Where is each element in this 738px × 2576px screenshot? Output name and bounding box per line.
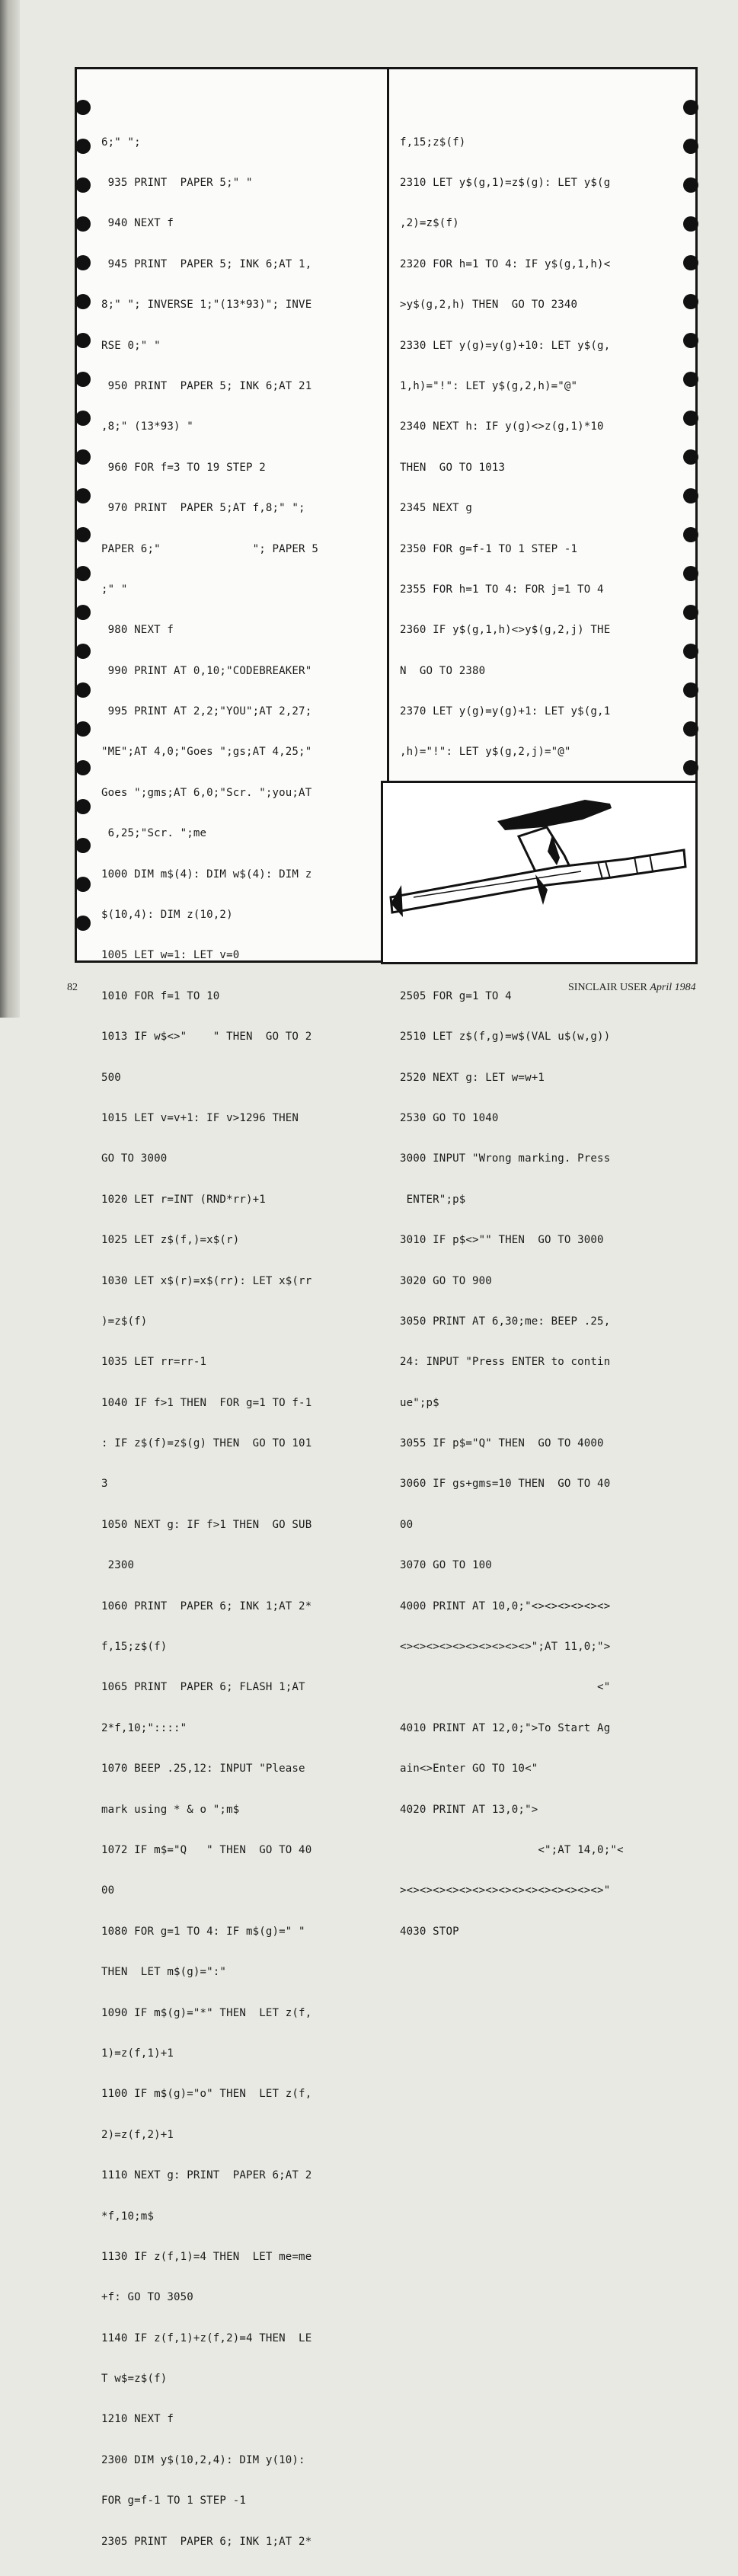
code-line: 2310 LET y$(g,1)=z$(g): LET y$(g	[400, 176, 611, 189]
code-line: 2505 FOR g=1 TO 4	[400, 989, 512, 1002]
code-line: 980 NEXT f	[101, 624, 174, 637]
code-line: 1)=z(f,1)+1	[101, 2047, 174, 2060]
code-line: 990 PRINT AT 0,10;"CODEBREAKER"	[101, 664, 312, 677]
code-line: GO TO 3000	[101, 1152, 168, 1165]
sprocket-hole	[75, 838, 91, 853]
code-line: 1072 IF m$="Q " THEN GO TO 40	[101, 1844, 312, 1856]
sprocket-hole	[75, 566, 91, 581]
code-line: 995 PRINT AT 2,2;"YOU";AT 2,27;	[101, 705, 312, 718]
sprocket-hole	[75, 877, 91, 892]
code-line: 1050 NEXT g: IF f>1 THEN GO SUB	[101, 1518, 312, 1531]
code-line: <";AT 14,0;"<	[400, 1844, 624, 1856]
code-line: 935 PRINT PAPER 5;" "	[101, 176, 253, 189]
code-line: RSE 0;" "	[101, 339, 161, 352]
code-line: 1020 LET r=INT (RND*rr)+1	[101, 1193, 266, 1206]
sprocket-hole	[683, 449, 698, 465]
code-line: 1010 FOR f=1 TO 10	[101, 989, 220, 1002]
page-binding-edge	[0, 0, 20, 1018]
code-line: 2355 FOR h=1 TO 4: FOR j=1 TO 4	[400, 583, 604, 596]
code-line: 970 PRINT PAPER 5;AT f,8;" ";	[101, 502, 305, 515]
code-line: THEN LET m$(g)=":"	[101, 1966, 227, 1979]
issue-date: April 1984	[650, 982, 696, 993]
code-line: 1210 NEXT f	[101, 2413, 174, 2426]
code-line: 1110 NEXT g: PRINT PAPER 6;AT 2	[101, 2169, 312, 2182]
code-line: 1015 LET v=v+1: IF v>1296 THEN	[101, 1111, 299, 1124]
code-line: 940 NEXT f	[101, 217, 174, 230]
code-line: 1005 LET w=1: LET v=0	[101, 949, 240, 962]
code-line: 1060 PRINT PAPER 6; INK 1;AT 2*	[101, 1600, 312, 1612]
code-line: 8;" "; INVERSE 1;"(13*93)"; INVE	[101, 299, 312, 312]
code-line: 00	[400, 1518, 414, 1531]
sprocket-hole	[75, 799, 91, 814]
code-line: 3020 GO TO 900	[400, 1274, 492, 1287]
sprocket-hole	[75, 100, 91, 115]
sprocket-hole	[683, 721, 698, 737]
code-line: 6,25;"Scr. ";me	[101, 827, 207, 840]
code-line: 3010 IF p$<>"" THEN GO TO 3000	[400, 1234, 604, 1247]
sprocket-hole	[683, 100, 698, 115]
code-line: 2510 LET z$(f,g)=w$(VAL u$(w,g))	[400, 1031, 611, 1044]
code-line: 3	[101, 1478, 108, 1491]
code-line: 3070 GO TO 100	[400, 1559, 492, 1572]
code-line: 6;" ";	[101, 136, 141, 149]
code-line: 2350 FOR g=f-1 TO 1 STEP -1	[400, 542, 578, 555]
code-line: 2305 PRINT PAPER 6; INK 1;AT 2*	[101, 2535, 312, 2548]
code-line: 1000 DIM m$(4): DIM w$(4): DIM z	[101, 868, 312, 881]
code-line: <"	[400, 1681, 611, 1694]
code-line: 2300 DIM y$(10,2,4): DIM y(10):	[101, 2453, 305, 2466]
listing-left-column	[101, 109, 318, 2576]
code-line: 500	[101, 1071, 121, 1084]
code-line: ENTER";p$	[400, 1193, 466, 1206]
sprocket-hole	[75, 255, 91, 270]
code-line: 2520 NEXT g: LET w=w+1	[400, 1071, 545, 1084]
code-line: )=z$(f)	[101, 1315, 148, 1328]
sprocket-hole	[75, 488, 91, 503]
listing-right-column	[400, 109, 624, 1966]
code-line: N GO TO 2380	[400, 664, 486, 677]
sprocket-hole	[683, 411, 698, 426]
code-line: 3000 INPUT "Wrong marking. Press	[400, 1152, 611, 1165]
code-line: ,8;" (13*93) "	[101, 420, 193, 433]
code-line: ,h)="!": LET y$(g,2,j)="@"	[400, 746, 571, 759]
code-line: 1030 LET x$(r)=x$(rr): LET x$(rr	[101, 1274, 312, 1287]
code-line: 2370 LET y(g)=y(g)+1: LET y$(g,1	[400, 705, 611, 718]
code-line: ain<>Enter GO TO 10<"	[400, 1763, 538, 1775]
sprocket-hole	[683, 294, 698, 309]
sprocket-hole	[75, 682, 91, 698]
code-line: 00	[101, 1884, 115, 1897]
code-line: PAPER 6;" "; PAPER 5	[101, 542, 318, 555]
sprocket-hole	[75, 294, 91, 309]
code-line: 4030 STOP	[400, 1925, 459, 1938]
code-line: 1130 IF z(f,1)=4 THEN LET me=me	[101, 2250, 312, 2263]
code-line: 945 PRINT PAPER 5; INK 6;AT 1,	[101, 257, 312, 270]
sprocket-hole	[683, 216, 698, 232]
code-line: 1140 IF z(f,1)+z(f,2)=4 THEN LE	[101, 2332, 312, 2344]
code-line: +f: GO TO 3050	[101, 2291, 193, 2304]
sprocket-hole	[75, 372, 91, 387]
code-line: 4000 PRINT AT 10,0;"<><><><><><>	[400, 1600, 611, 1612]
sprocket-hole	[75, 605, 91, 620]
code-line: 2300	[101, 1559, 135, 1572]
code-line: 3050 PRINT AT 6,30;me: BEEP .25,	[400, 1315, 611, 1328]
code-line: 2340 NEXT h: IF y(g)<>z(g,1)*10	[400, 420, 604, 433]
code-line: 2360 IF y$(g,1,h)<>y$(g,2,j) THE	[400, 624, 611, 637]
code-line: 950 PRINT PAPER 5; INK 6;AT 21	[101, 379, 312, 392]
code-line: 1,h)="!": LET y$(g,2,h)="@"	[400, 379, 578, 392]
code-line: 2)=z(f,2)+1	[101, 2128, 174, 2141]
code-line: FOR g=f-1 TO 1 STEP -1	[101, 2495, 246, 2507]
sprocket-hole	[683, 488, 698, 503]
sprocket-hole	[75, 449, 91, 465]
code-line: ;" "	[101, 583, 128, 596]
code-line: 4020 PRINT AT 13,0;">	[400, 1803, 538, 1816]
sprocket-hole	[75, 721, 91, 737]
sprocket-hole	[683, 605, 698, 620]
code-line: ue";p$	[400, 1396, 439, 1409]
sprocket-hole	[683, 644, 698, 659]
sprocket-hole	[75, 139, 91, 154]
sprocket-hole	[75, 177, 91, 193]
sprocket-hole	[75, 527, 91, 542]
sprocket-hole	[683, 139, 698, 154]
code-line: 1090 IF m$(g)="*" THEN LET z(f,	[101, 2006, 312, 2019]
sprocket-hole	[683, 372, 698, 387]
code-line: 2330 LET y(g)=y(g)+10: LET y$(g,	[400, 339, 611, 352]
pen-illustration-frame	[381, 781, 698, 964]
code-line: 2345 NEXT g	[400, 502, 472, 515]
magazine-footer	[568, 982, 696, 994]
code-line: 1080 FOR g=1 TO 4: IF m$(g)=" "	[101, 1925, 305, 1938]
code-line: 1100 IF m$(g)="o" THEN LET z(f,	[101, 2088, 312, 2101]
sprocket-hole	[683, 333, 698, 348]
code-line: <><><><><><><><><><>";AT 11,0;">	[400, 1641, 611, 1654]
code-line: 1070 BEEP .25,12: INPUT "Please	[101, 1763, 305, 1775]
sprocket-hole	[75, 411, 91, 426]
sprocket-holes-left	[75, 69, 92, 960]
code-line: >y$(g,2,h) THEN GO TO 2340	[400, 299, 578, 312]
code-line: 2320 FOR h=1 TO 4: IF y$(g,1,h)<	[400, 257, 611, 270]
code-line: f,15;z$(f)	[101, 1641, 168, 1654]
code-line: 2530 GO TO 1040	[400, 1111, 499, 1124]
code-line: 3060 IF gs+gms=10 THEN GO TO 40	[400, 1478, 611, 1491]
code-line: 960 FOR f=3 TO 19 STEP 2	[101, 461, 266, 474]
sprocket-hole	[683, 760, 698, 775]
sprocket-hole	[683, 682, 698, 698]
sprocket-hole	[75, 644, 91, 659]
code-line: 1065 PRINT PAPER 6; FLASH 1;AT	[101, 1681, 305, 1694]
code-line: ,2)=z$(f)	[400, 217, 459, 230]
sprocket-hole	[683, 177, 698, 193]
code-line: 4010 PRINT AT 12,0;">To Start Ag	[400, 1721, 611, 1734]
code-line: f,15;z$(f)	[400, 136, 466, 149]
code-line: 3055 IF p$="Q" THEN GO TO 4000	[400, 1437, 604, 1450]
sprocket-hole	[75, 760, 91, 775]
code-line: $(10,4): DIM z(10,2)	[101, 909, 233, 922]
code-line: THEN GO TO 1013	[400, 461, 506, 474]
code-line: 1025 LET z$(f,)=x$(r)	[101, 1234, 240, 1247]
code-line: 1013 IF w$<>" " THEN GO TO 2	[101, 1031, 312, 1044]
sprocket-hole	[683, 566, 698, 581]
code-line: 2*f,10;"::::"	[101, 1721, 187, 1734]
magazine-name: SINCLAIR USER	[568, 982, 647, 993]
sprocket-hole	[683, 527, 698, 542]
code-line: "ME";AT 4,0;"Goes ";gs;AT 4,25;"	[101, 746, 312, 759]
sprocket-hole	[75, 216, 91, 232]
sprocket-hole	[75, 916, 91, 931]
fountain-pen-illustration	[383, 783, 695, 962]
code-line: ><><><><><><><><><><><><><><><>"	[400, 1884, 611, 1897]
code-line: 24: INPUT "Press ENTER to contin	[400, 1356, 611, 1369]
code-line: T w$=z$(f)	[101, 2373, 168, 2386]
code-line: Goes ";gms;AT 6,0;"Scr. ";you;AT	[101, 786, 312, 799]
sprocket-hole	[75, 333, 91, 348]
sprocket-hole	[683, 255, 698, 270]
code-line: 1035 LET rr=rr-1	[101, 1356, 207, 1369]
code-line: 1040 IF f>1 THEN FOR g=1 TO f-1	[101, 1396, 312, 1409]
page-number: 82	[67, 982, 78, 993]
code-line: : IF z$(f)=z$(g) THEN GO TO 101	[101, 1437, 312, 1450]
code-line: *f,10;m$	[101, 2210, 155, 2223]
code-line: mark using * & o ";m$	[101, 1803, 240, 1816]
